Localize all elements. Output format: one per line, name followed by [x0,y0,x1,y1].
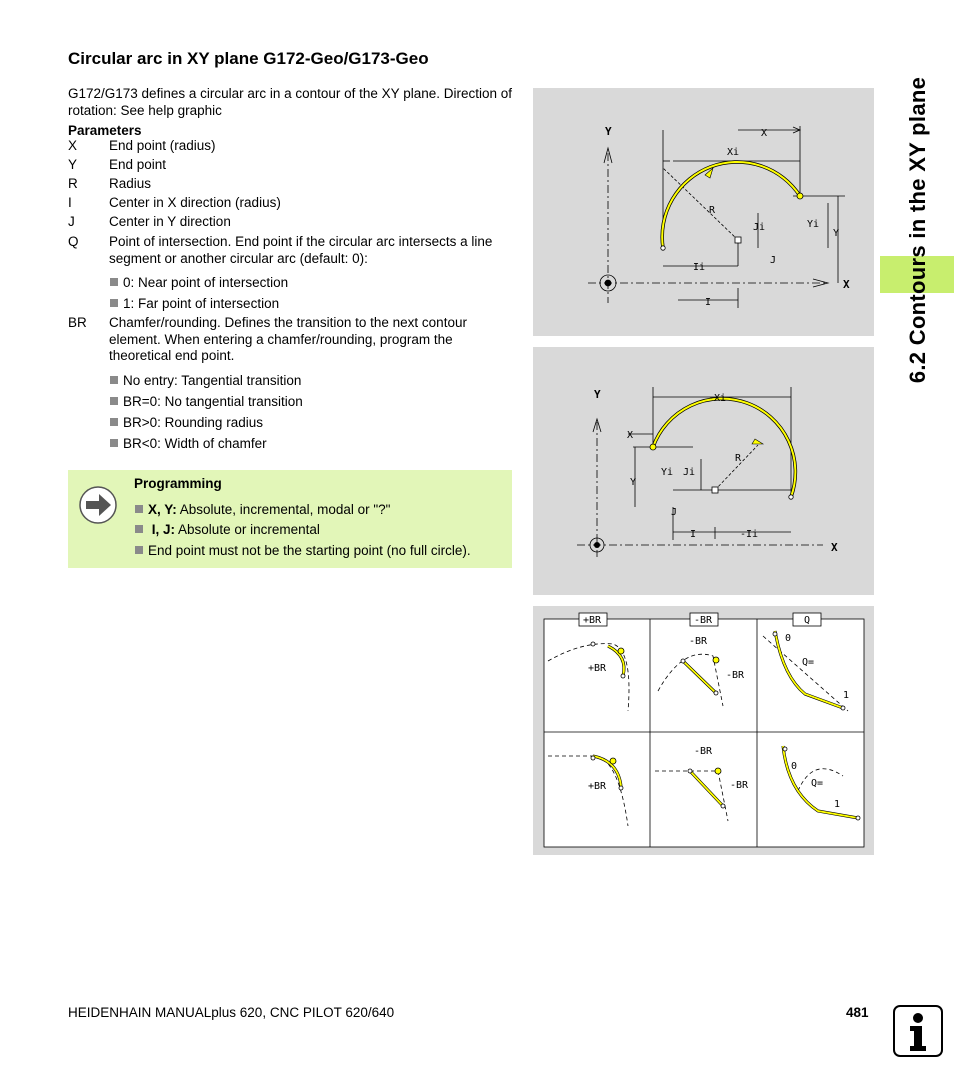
figure2-label-x-dim: X [627,430,634,441]
figure1-label-ii: Ii [693,262,706,273]
bullet-square-icon [110,439,118,447]
figure-incremental-arc-drawing [533,347,874,595]
programming-title: Programming [134,476,222,491]
bullet-square-icon [135,505,143,513]
figure1-label-i: I [705,297,712,308]
footer-text: HEIDENHAIN MANUALplus 620, CNC PILOT 620/640 [68,1005,395,1020]
figure3-label-q0-top: 0 [785,633,792,644]
figure2-label-yi: Yi [661,467,674,478]
figure3-label-qeq-bottom: Q= [811,778,824,789]
figure3-label-pos-br-top: +BR [588,663,607,674]
figure1-label-xi: Xi [727,147,740,158]
figure3-label-pos-br-bottom: +BR [588,781,607,792]
q-option-0: 0: Near point of intersection [110,275,288,292]
figure-transitions [533,606,874,855]
bullet-square-icon [135,546,143,554]
figure-absolute-arc [533,88,874,336]
figure2-label-y-dim: Y [630,477,637,488]
parameters-title: Parameters [68,123,142,138]
figure1-label-yi: Yi [807,219,820,230]
figure2-label-neg-xi: -Xi [708,393,727,404]
arrow-right-icon [78,485,118,525]
figure2-label-x: X [831,541,838,554]
intro-text: G172/G173 defines a circular arc in a contour of the XY plane. Direction of rotation: See help graphic [68,86,513,118]
figure1-label-x-dim: X [761,128,768,139]
figure1-label-x: X [843,278,850,291]
page-number: 481 [846,1005,869,1020]
figure1-label-ji: Ji [753,222,766,233]
programming-item-no-full-circle: End point must not be the starting point (no full circle). [135,543,471,559]
figure3-label-q0-bottom: 0 [791,761,798,772]
figure3-label-neg-br-bottom-2: -BR [730,780,749,791]
figure3-label-neg-br-top-1: -BR [689,636,708,647]
br-option-3: BR<0: Width of chamfer [110,436,267,453]
figure2-label-ji: Ji [683,467,696,478]
figure3-label-qeq-top: Q= [802,657,815,668]
br-option-0: No entry: Tangential transition [110,373,301,390]
bullet-square-icon [135,525,143,533]
figure1-label-y-dim: Y [833,228,840,239]
figure3-tab-q: Q [804,615,811,626]
programming-item-xy: X, Y: Absolute, incremental, modal or "?" [135,502,390,518]
bullet-square-icon [110,299,118,307]
figure1-label-y: Y [605,125,612,138]
br-option-2: BR>0: Rounding radius [110,415,263,432]
bullet-square-icon [110,418,118,426]
figure3-tab-pos-br: +BR [583,615,602,626]
figure2-label-j: J [671,507,678,518]
programming-item-ij: I, J: Absolute or incremental [135,522,320,538]
figure3-tab-neg-br: -BR [694,615,713,626]
page-heading: Circular arc in XY plane G172-Geo/G173-Geo [68,49,429,68]
figure-transitions-drawing [533,606,874,855]
figure-incremental-arc [533,347,874,595]
figure3-label-q1-bottom: 1 [834,799,841,810]
bullet-square-icon [110,397,118,405]
figure1-label-j: J [770,255,777,266]
figure3-label-q1-top: 1 [843,690,850,701]
q-option-1: 1: Far point of intersection [110,296,279,313]
bullet-square-icon [110,376,118,384]
info-icon [893,1005,943,1057]
bullet-square-icon [110,278,118,286]
figure2-label-r: R [735,453,742,464]
figure2-label-y: Y [594,388,601,401]
figure1-label-r: R [709,205,716,216]
figure3-label-neg-br-top-2: -BR [726,670,745,681]
br-option-1: BR=0: No tangential transition [110,394,303,411]
figure2-label-i: I [690,529,697,540]
figure3-label-neg-br-bottom-1: -BR [694,746,713,757]
figure-absolute-arc-drawing [533,88,874,336]
figure2-label-neg-ii: -Ii [740,529,759,540]
